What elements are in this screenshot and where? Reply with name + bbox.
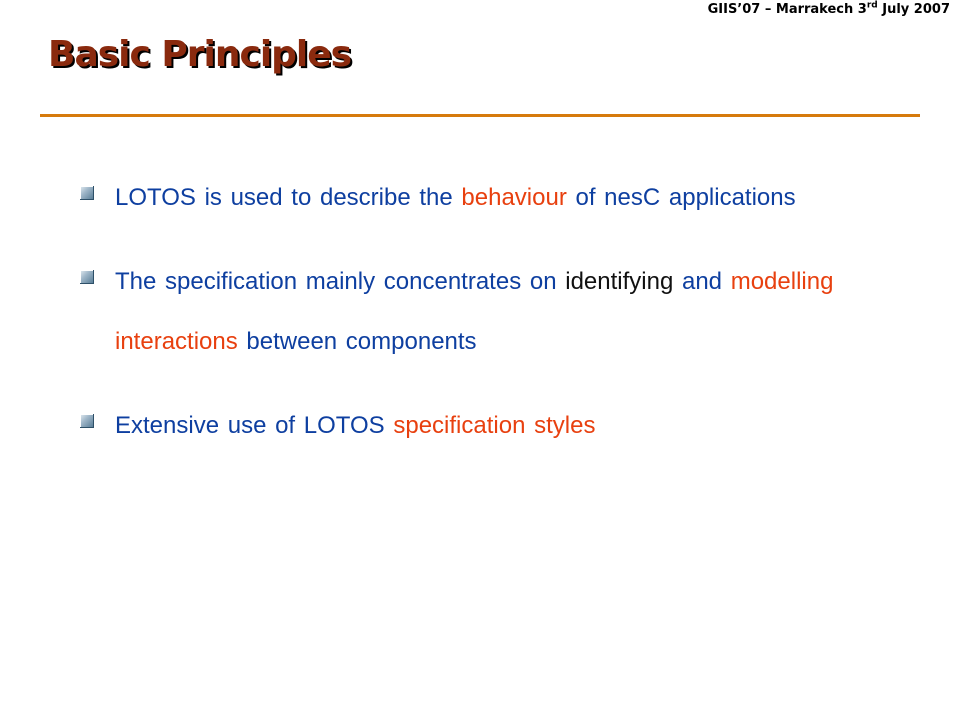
conference-header-prefix: GIIS’07 – Marrakech 3 (707, 2, 867, 17)
bullet-2-text-run: and (673, 268, 731, 295)
bullet-item-3 (80, 396, 900, 456)
conference-header (708, 2, 950, 17)
conference-header-superscript: rd (866, 0, 878, 11)
bullet-2-text-run: The specification mainly concentrates on (115, 268, 566, 295)
bullet-item-1 (80, 168, 900, 228)
bullet-2-text-run: between components (237, 328, 477, 355)
bullet-1-text-run: of nesC applications (566, 184, 796, 211)
conference-header-suffix: July 2007 (877, 2, 950, 17)
title-divider (40, 114, 920, 117)
bullet-3-text-run: Extensive use of LOTOS (115, 412, 394, 439)
bullet-item-2 (80, 252, 900, 372)
bullet-list (80, 168, 900, 480)
square-bullet-icon (80, 270, 94, 284)
slide-title: Basic Principles (48, 34, 352, 75)
bullet-3-highlight-run: specification styles (393, 412, 596, 439)
bullet-1-highlight-run: behaviour (461, 184, 567, 211)
square-bullet-icon (80, 186, 94, 200)
bullet-1-text-run: LOTOS is used to describe the (115, 184, 462, 211)
bullet-2-highlight-run: modelling interactions (115, 268, 834, 355)
bullet-2-emphasis-run: identifying (565, 268, 674, 295)
square-bullet-icon (80, 414, 94, 428)
